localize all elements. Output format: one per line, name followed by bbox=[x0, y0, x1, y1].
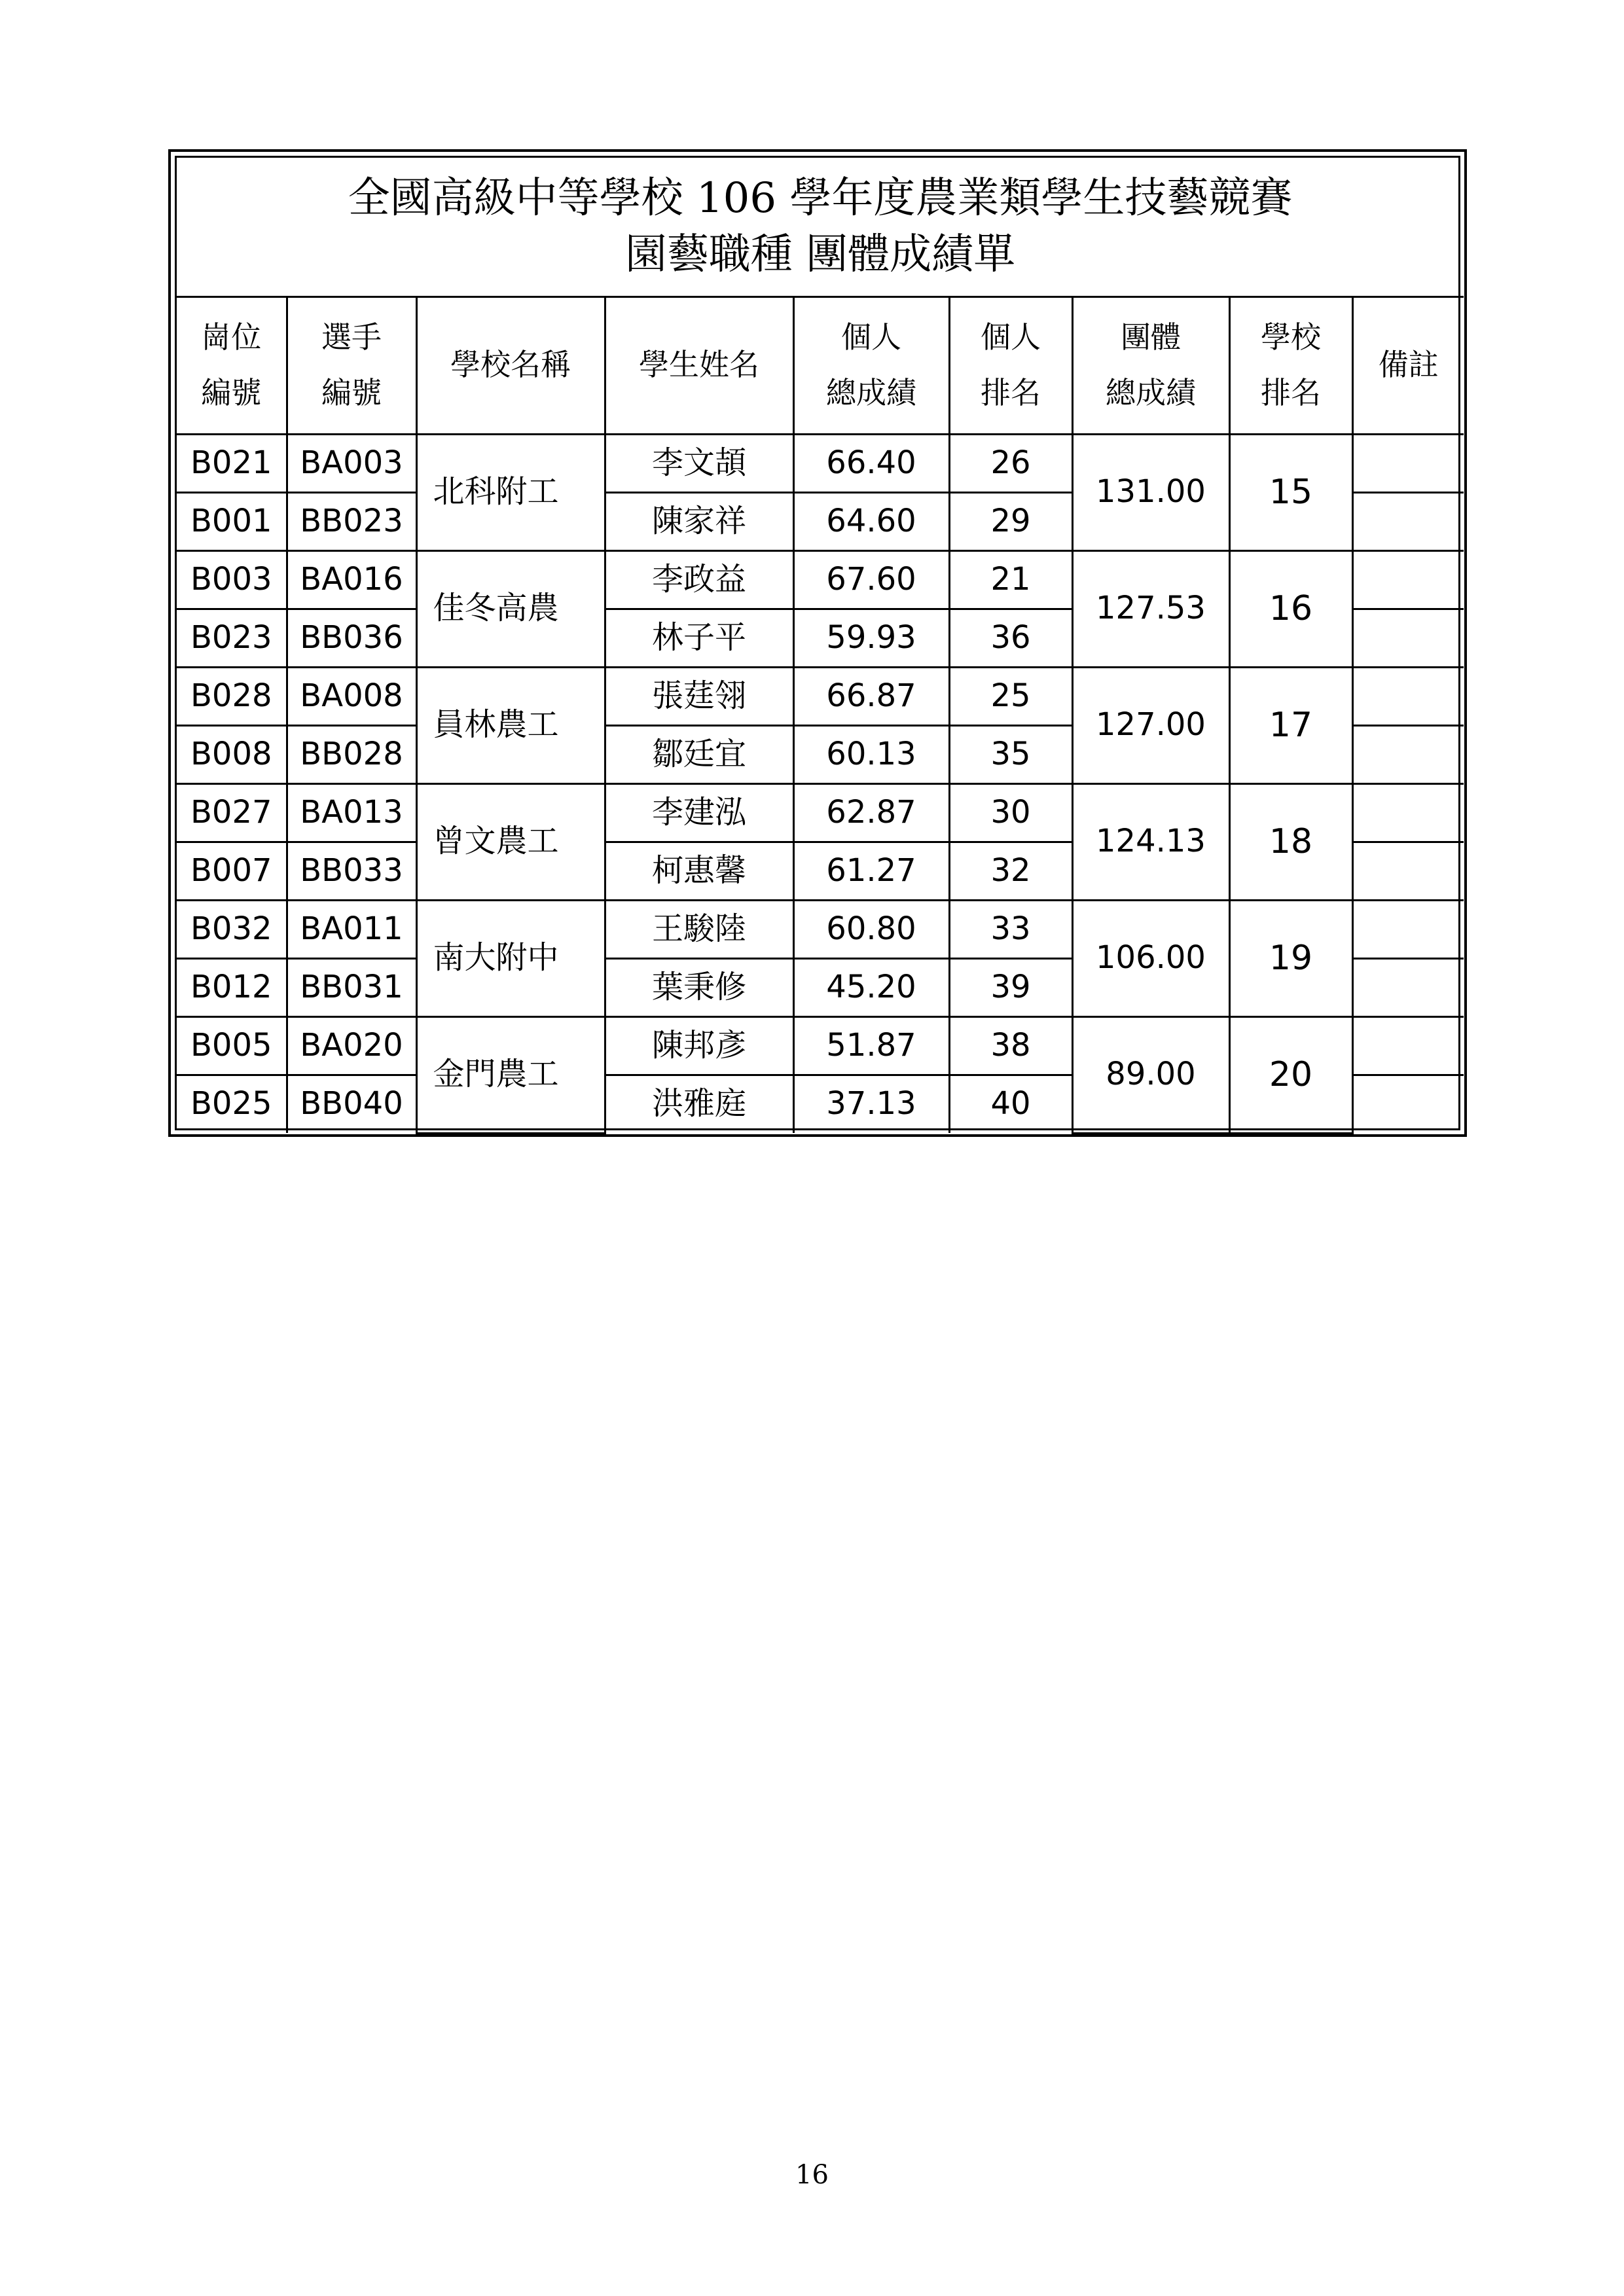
remark-cell bbox=[1352, 434, 1464, 492]
student-name-cell: 葉秉修 bbox=[605, 958, 793, 1016]
team-total-cell: 89.00 bbox=[1072, 1016, 1229, 1133]
personal-score-cell: 61.27 bbox=[793, 842, 949, 900]
post-number-cell: B025 bbox=[177, 1075, 287, 1133]
student-name-cell: 王駿陸 bbox=[605, 900, 793, 958]
student-name-cell: 林子平 bbox=[605, 609, 793, 667]
school-rank-cell: 17 bbox=[1229, 667, 1352, 783]
title-line-2: 園藝職種 團體成績單 bbox=[624, 230, 1016, 279]
team-total-cell: 106.00 bbox=[1072, 900, 1229, 1016]
team-score-table bbox=[177, 158, 1464, 1134]
post-number-cell: B023 bbox=[177, 609, 287, 667]
post-number-cell: B027 bbox=[177, 783, 287, 842]
team-total-cell: 127.00 bbox=[1072, 667, 1229, 783]
personal-score-cell: 64.60 bbox=[793, 492, 949, 550]
school-name-cell: 南大附中 bbox=[416, 900, 605, 1016]
remark-cell bbox=[1352, 958, 1464, 1016]
school-rank-cell: 15 bbox=[1229, 434, 1352, 550]
team-total-cell: 131.00 bbox=[1072, 434, 1229, 550]
score-sheet-inner-border bbox=[175, 156, 1460, 1130]
post-number-cell: B032 bbox=[177, 900, 287, 958]
personal-score-cell: 45.20 bbox=[793, 958, 949, 1016]
personal-score-cell: 59.93 bbox=[793, 609, 949, 667]
header-personal-rank: 個人 排名 bbox=[949, 296, 1072, 434]
player-number-cell: BB023 bbox=[287, 492, 416, 550]
remark-cell bbox=[1352, 842, 1464, 900]
table-row bbox=[177, 434, 1464, 492]
post-number-cell: B021 bbox=[177, 434, 287, 492]
student-name-cell: 李文頡 bbox=[605, 434, 793, 492]
table-row bbox=[177, 900, 1464, 958]
remark-cell bbox=[1352, 1075, 1464, 1133]
personal-score-cell: 66.87 bbox=[793, 667, 949, 725]
personal-rank-cell: 32 bbox=[949, 842, 1072, 900]
personal-rank-cell: 38 bbox=[949, 1016, 1072, 1075]
player-number-cell: BA013 bbox=[287, 783, 416, 842]
personal-rank-cell: 39 bbox=[949, 958, 1072, 1016]
team-total-cell: 124.13 bbox=[1072, 783, 1229, 900]
player-number-cell: BA003 bbox=[287, 434, 416, 492]
personal-rank-cell: 21 bbox=[949, 550, 1072, 609]
personal-rank-cell: 36 bbox=[949, 609, 1072, 667]
player-number-cell: BA008 bbox=[287, 667, 416, 725]
personal-score-cell: 37.13 bbox=[793, 1075, 949, 1133]
school-name-cell: 金門農工 bbox=[416, 1016, 605, 1133]
header-student-name: 學生姓名 bbox=[605, 296, 793, 434]
personal-rank-cell: 33 bbox=[949, 900, 1072, 958]
personal-rank-cell: 40 bbox=[949, 1075, 1072, 1133]
player-number-cell: BB031 bbox=[287, 958, 416, 1016]
remark-cell bbox=[1352, 1016, 1464, 1075]
remark-cell bbox=[1352, 725, 1464, 783]
student-name-cell: 柯惠馨 bbox=[605, 842, 793, 900]
title-row bbox=[177, 158, 1464, 296]
post-number-cell: B003 bbox=[177, 550, 287, 609]
player-number-cell: BB040 bbox=[287, 1075, 416, 1133]
document-title bbox=[177, 158, 1464, 296]
table-row bbox=[177, 1016, 1464, 1075]
personal-score-cell: 66.40 bbox=[793, 434, 949, 492]
player-number-cell: BA020 bbox=[287, 1016, 416, 1075]
header-remarks: 備註 bbox=[1352, 296, 1464, 434]
player-number-cell: BB033 bbox=[287, 842, 416, 900]
post-number-cell: B012 bbox=[177, 958, 287, 1016]
personal-score-cell: 60.13 bbox=[793, 725, 949, 783]
personal-rank-cell: 30 bbox=[949, 783, 1072, 842]
student-name-cell: 李建泓 bbox=[605, 783, 793, 842]
post-number-cell: B008 bbox=[177, 725, 287, 783]
school-name-cell: 員林農工 bbox=[416, 667, 605, 783]
header-school-rank: 學校 排名 bbox=[1229, 296, 1352, 434]
school-rank-cell: 18 bbox=[1229, 783, 1352, 900]
header-personal-total: 個人 總成績 bbox=[793, 296, 949, 434]
school-name-cell: 佳冬高農 bbox=[416, 550, 605, 667]
personal-score-cell: 60.80 bbox=[793, 900, 949, 958]
table-row bbox=[177, 667, 1464, 725]
score-sheet-frame bbox=[168, 149, 1467, 1137]
school-rank-cell: 19 bbox=[1229, 900, 1352, 1016]
remark-cell bbox=[1352, 900, 1464, 958]
remark-cell bbox=[1352, 609, 1464, 667]
personal-score-cell: 51.87 bbox=[793, 1016, 949, 1075]
title-line-1: 全國高級中等學校 106 學年度農業類學生技藝競賽 bbox=[348, 173, 1293, 223]
school-rank-cell: 16 bbox=[1229, 550, 1352, 667]
personal-rank-cell: 26 bbox=[949, 434, 1072, 492]
team-total-cell: 127.53 bbox=[1072, 550, 1229, 667]
student-name-cell: 張莛翎 bbox=[605, 667, 793, 725]
table-row bbox=[177, 550, 1464, 609]
header-team-total: 團體 總成績 bbox=[1072, 296, 1229, 434]
personal-score-cell: 62.87 bbox=[793, 783, 949, 842]
header-row bbox=[177, 296, 1464, 434]
student-name-cell: 鄒廷宜 bbox=[605, 725, 793, 783]
student-name-cell: 陳邦彥 bbox=[605, 1016, 793, 1075]
student-name-cell: 陳家祥 bbox=[605, 492, 793, 550]
header-school-name: 學校名稱 bbox=[416, 296, 605, 434]
school-rank-cell: 20 bbox=[1229, 1016, 1352, 1133]
personal-score-cell: 67.60 bbox=[793, 550, 949, 609]
remark-cell bbox=[1352, 667, 1464, 725]
player-number-cell: BB036 bbox=[287, 609, 416, 667]
post-number-cell: B005 bbox=[177, 1016, 287, 1075]
page-number: 16 bbox=[795, 2160, 829, 2190]
header-post-no: 崗位 編號 bbox=[177, 296, 287, 434]
school-name-cell: 曾文農工 bbox=[416, 783, 605, 900]
student-name-cell: 李政益 bbox=[605, 550, 793, 609]
post-number-cell: B007 bbox=[177, 842, 287, 900]
player-number-cell: BB028 bbox=[287, 725, 416, 783]
remark-cell bbox=[1352, 492, 1464, 550]
post-number-cell: B001 bbox=[177, 492, 287, 550]
player-number-cell: BA016 bbox=[287, 550, 416, 609]
personal-rank-cell: 35 bbox=[949, 725, 1072, 783]
school-name-cell: 北科附工 bbox=[416, 434, 605, 550]
post-number-cell: B028 bbox=[177, 667, 287, 725]
table-row bbox=[177, 783, 1464, 842]
remark-cell bbox=[1352, 550, 1464, 609]
header-player-no: 選手 編號 bbox=[287, 296, 416, 434]
personal-rank-cell: 25 bbox=[949, 667, 1072, 725]
player-number-cell: BA011 bbox=[287, 900, 416, 958]
remark-cell bbox=[1352, 783, 1464, 842]
student-name-cell: 洪雅庭 bbox=[605, 1075, 793, 1133]
personal-rank-cell: 29 bbox=[949, 492, 1072, 550]
